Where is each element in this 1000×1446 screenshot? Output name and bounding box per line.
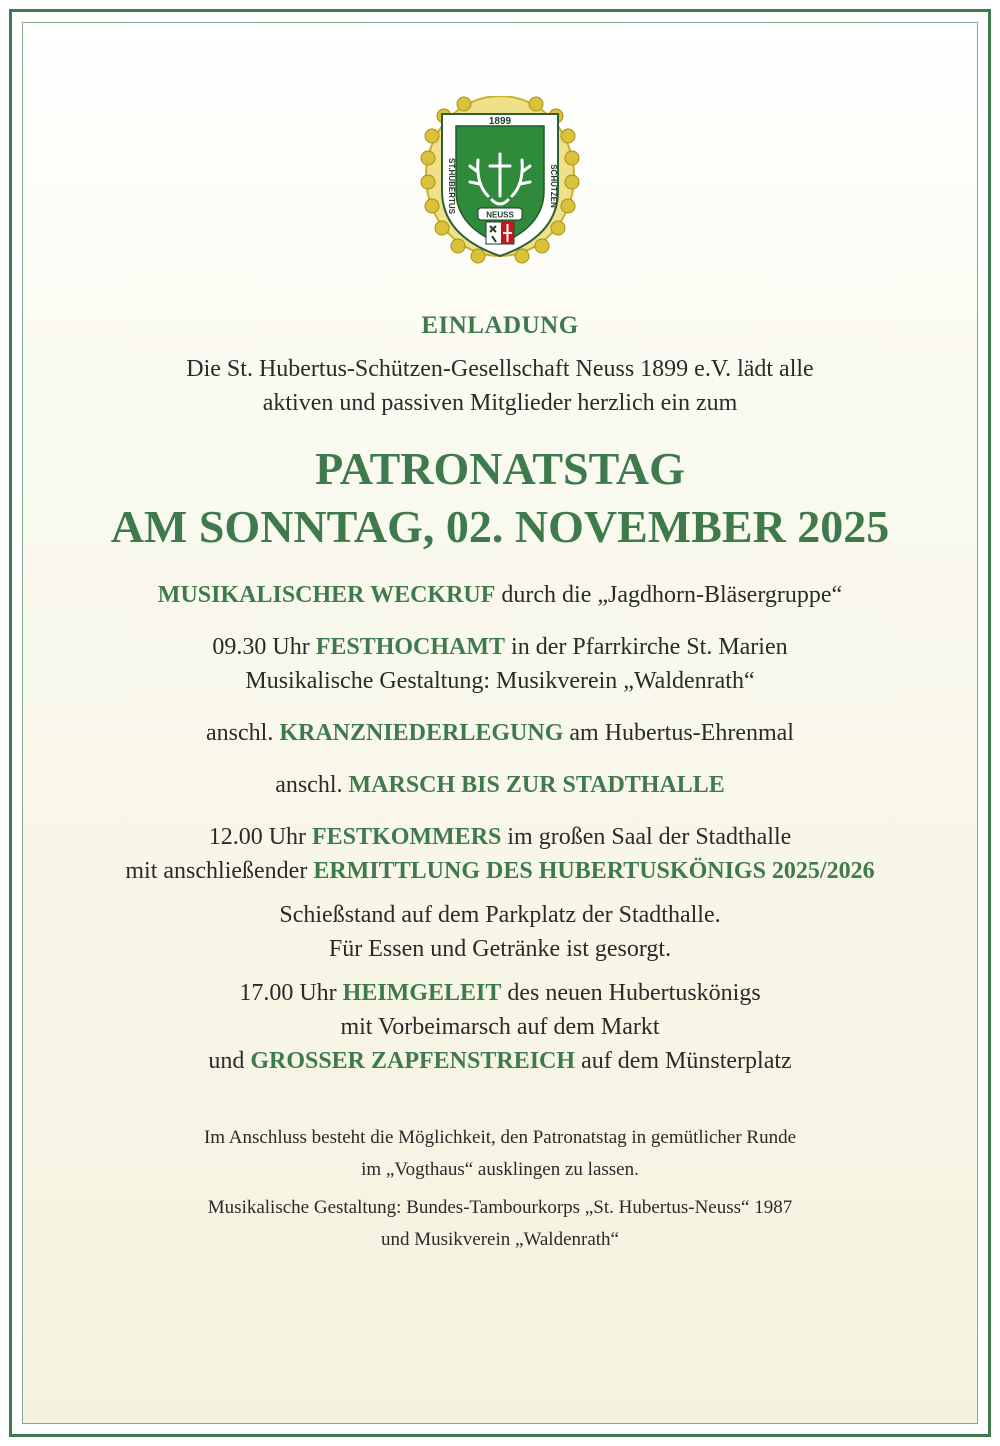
footer-line-3: Musikalische Gestaltung: Bundes-Tambourkorps „St. Hubertus-Neuss“ 1987: [207, 1197, 793, 1218]
marsch-label: MARSCH BIS ZUR STADTHALLE: [348, 772, 725, 798]
city-arms-icon: [486, 222, 514, 244]
footer-line-2: im „Vogthaus“ ausklingen zu lassen.: [361, 1159, 639, 1180]
festhochamt-time: 09.30 Uhr: [212, 634, 316, 660]
invitation-heading: EINLADUNG: [421, 312, 579, 339]
marsch-prefix: anschl.: [275, 772, 349, 798]
kranz-prefix: anschl.: [206, 720, 280, 746]
festhochamt-text: in der Pfarrkirche St. Marien: [505, 634, 788, 660]
zapfen-prefix: und: [208, 1048, 251, 1074]
intro-line-1: Die St. Hubertus-Schützen-Gesellschaft Neuss 1899 e.V. lädt alle: [186, 356, 814, 382]
footer-line-4: und Musikverein „Waldenrath“: [380, 1229, 619, 1250]
footer-line-1: Im Anschluss besteht die Möglichkeit, den Patronatstag in gemütlicher Runde: [203, 1127, 797, 1148]
invitation-content: [22, 22, 978, 1256]
schiessstand-text: Schießstand auf dem Parkplatz der Stadthalle.: [279, 902, 721, 928]
crest-left-text: ST.HUBERTUS: [447, 157, 456, 215]
zapfen-label: GROSSER ZAPFENSTREICH: [250, 1048, 576, 1074]
zapfen-text: auf dem Münsterplatz: [575, 1048, 792, 1074]
event-title-line-2: AM SONNTAG, 02. NOVEMBER 2025: [110, 501, 890, 552]
festhochamt-label: FESTHOCHAMT: [315, 634, 506, 660]
program-kranzniederlegung: [22, 716, 978, 750]
intro-text: [22, 352, 978, 420]
program-heimgeleit: [22, 976, 978, 1078]
weckruf-text: durch die „Jagdhorn-Bläsergruppe“: [495, 582, 843, 608]
vorbeimarsch-text: mit Vorbeimarsch auf dem Markt: [340, 1014, 660, 1040]
crest-year: 1899: [488, 116, 512, 127]
program-marsch: [22, 768, 978, 802]
festhochamt-music: Musikalische Gestaltung: Musikverein „Waldenrath“: [245, 668, 755, 694]
footer-anschluss: [22, 1122, 978, 1186]
kommers-time: 12.00 Uhr: [208, 824, 313, 850]
koenig-label: ERMITTLUNG DES HUBERTUSKÖNIGS 2025/2026: [313, 858, 875, 884]
program-schiessstand: [22, 898, 978, 966]
program-festhochamt: [22, 630, 978, 698]
heimgeleit-label: HEIMGELEIT: [342, 980, 502, 1006]
kommers-text: im großen Saal der Stadthalle: [501, 824, 792, 850]
weckruf-label: MUSIKALISCHER WECKRUF: [157, 582, 496, 608]
intro-line-2: aktiven und passiven Mitglieder herzlich ein zum: [262, 390, 738, 416]
club-crest-logo: [420, 96, 580, 266]
event-title-line-1: PATRONATSTAG: [315, 443, 685, 494]
essen-text: Für Essen und Getränke ist gesorgt.: [328, 936, 672, 962]
kranz-label: KRANZNIEDERLEGUNG: [279, 720, 564, 746]
crest-city: NEUSS: [486, 210, 514, 220]
kommers-label: FESTKOMMERS: [312, 824, 502, 850]
kranz-text: am Hubertus-Ehrenmal: [563, 720, 794, 746]
program-weckruf: [22, 578, 978, 612]
event-title: [22, 440, 978, 556]
footer-music: [22, 1192, 978, 1256]
koenig-prefix: mit anschließender: [125, 858, 314, 884]
program-festkommers: [22, 820, 978, 888]
heimgeleit-text: des neuen Hubertuskönigs: [501, 980, 761, 1006]
crest-right-text: SCHÜTZEN: [549, 164, 558, 208]
heimgeleit-time: 17.00 Uhr: [239, 980, 343, 1006]
